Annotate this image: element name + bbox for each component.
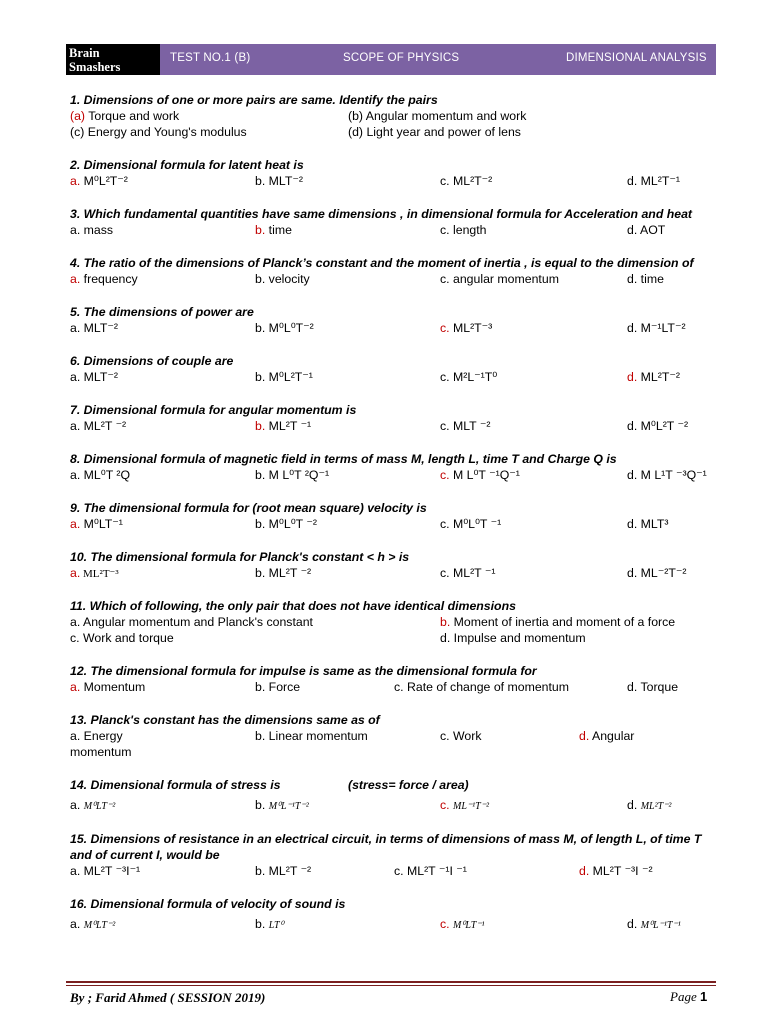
scope-title: SCOPE OF PHYSICS bbox=[343, 52, 460, 64]
option-a: a. mass bbox=[70, 223, 114, 238]
option-b: b. Moment of inertia and moment of a force bbox=[440, 615, 676, 630]
question-13 bbox=[70, 712, 710, 760]
option-b: b. ML²T ⁻² bbox=[255, 864, 312, 879]
option-c: c. Rate of change of momentum bbox=[394, 680, 569, 695]
option-b: b. Linear momentum bbox=[255, 729, 368, 744]
option-c: c. ML²T⁻² bbox=[440, 174, 493, 189]
option-c: c. MLT ⁻² bbox=[440, 419, 491, 434]
question-text: 11. Which of following, the only pair that does not have identical dimensions bbox=[70, 599, 516, 613]
option-d: d. M⁻¹LT⁻² bbox=[627, 321, 686, 336]
page-number: 1 bbox=[699, 989, 708, 1004]
brand-line2: Smashers bbox=[69, 59, 121, 74]
question-text: 12. The dimensional formula for impulse is same as the dimensional formula for bbox=[70, 664, 537, 678]
footer-divider-thin bbox=[66, 985, 716, 986]
question-6 bbox=[70, 353, 710, 385]
option-a: a. ML⁰T ²Q bbox=[70, 468, 131, 483]
question-text: 6. Dimensions of couple are bbox=[70, 354, 234, 368]
question-14 bbox=[70, 777, 710, 819]
question-12 bbox=[70, 663, 710, 695]
option-d: d. M⁰L⁻¹T⁻¹ bbox=[627, 917, 681, 932]
question-text: 10. The dimensional formula for Planck's constant < h > is bbox=[70, 550, 410, 564]
option-d: d. ML²T⁻² bbox=[627, 798, 672, 812]
question-15 bbox=[70, 831, 710, 879]
page-label: Page bbox=[670, 989, 697, 1004]
question-8 bbox=[70, 451, 710, 483]
question-note: (stress= force / area) bbox=[348, 778, 469, 792]
question-2 bbox=[70, 157, 710, 189]
option-b: b. velocity bbox=[255, 272, 310, 287]
option-d: d. Torque bbox=[627, 680, 679, 695]
option-d: d. ML²T ⁻³I ⁻² bbox=[579, 864, 653, 879]
question-1 bbox=[70, 92, 710, 140]
question-text: 4. The ratio of the dimensions of Planck’s constant and the moment of inertia , is equal to the dimension of bbox=[70, 256, 694, 270]
option-d: (d) Light year and power of lens bbox=[348, 125, 521, 140]
option-c: c. length bbox=[440, 223, 487, 238]
option-c: c. angular momentum bbox=[440, 272, 559, 287]
option-b: b. M⁰L²T⁻¹ bbox=[255, 370, 313, 385]
question-text: 5. The dimensions of power are bbox=[70, 305, 254, 319]
option-d: d. ML²T⁻² bbox=[627, 370, 680, 385]
question-7 bbox=[70, 402, 710, 434]
option-b: b. ML²T ⁻² bbox=[255, 566, 312, 581]
option-b: b. LT⁰ bbox=[255, 917, 284, 932]
option-c: c. Work bbox=[440, 729, 482, 744]
option-b: b. time bbox=[255, 223, 292, 238]
question-text-line2: and of current I, would be bbox=[70, 848, 220, 863]
question-text: 15. Dimensions of resistance in an electrical circuit, in terms of dimensions of mass M, of length L, of time T bbox=[70, 832, 702, 846]
option-d: d. Angular bbox=[579, 729, 635, 744]
question-text: 2. Dimensional formula for latent heat is bbox=[70, 158, 304, 172]
question-text: 3. Which fundamental quantities have same dimensions , in dimensional formula for Acceleration and heat bbox=[70, 207, 693, 221]
option-d: d. Impulse and momentum bbox=[440, 631, 586, 646]
footer-page bbox=[670, 989, 707, 1005]
option-b: b. Force bbox=[255, 680, 301, 695]
option-c: c. Work and torque bbox=[70, 631, 174, 646]
topic-title: DIMENSIONAL ANALYSIS bbox=[566, 52, 707, 64]
option-d: d. M L¹T ⁻³Q⁻¹ bbox=[627, 468, 707, 483]
question-4 bbox=[70, 255, 710, 287]
question-5 bbox=[70, 304, 710, 336]
question-text: 7. Dimensional formula for angular momentum is bbox=[70, 403, 357, 417]
question-text: 9. The dimensional formula for (root mean square) velocity is bbox=[70, 501, 427, 515]
option-c: c. ML²T ⁻¹I ⁻¹ bbox=[394, 864, 467, 879]
option-d: d. MLT³ bbox=[627, 517, 669, 532]
option-d: d. ML⁻²T⁻² bbox=[627, 566, 687, 581]
option-c: c. M²L⁻¹T⁰ bbox=[440, 370, 498, 385]
option-c: c. M⁰LT⁻¹ bbox=[440, 917, 485, 932]
option-d: d. ML²T⁻¹ bbox=[627, 174, 680, 189]
question-9 bbox=[70, 500, 710, 532]
option-a: a. Momentum bbox=[70, 680, 146, 695]
option-b: b. M⁰L⁰T ⁻² bbox=[255, 517, 317, 532]
option-a: a. M⁰LT⁻¹ bbox=[70, 517, 123, 532]
footer-divider-thick bbox=[66, 981, 716, 983]
option-b: b. ML²T ⁻¹ bbox=[255, 419, 312, 434]
question-text: 13. Planck's constant has the dimensions same as of bbox=[70, 713, 380, 727]
option-a: (a) Torque and work bbox=[70, 109, 180, 124]
question-3 bbox=[70, 206, 710, 238]
option-wrap-text: momentum bbox=[70, 745, 132, 760]
option-a: a. Energy bbox=[70, 729, 123, 744]
option-a: a. M⁰LT⁻² bbox=[70, 798, 116, 812]
question-text: 8. Dimensional formula of magnetic field in terms of mass M, length L, time T and Charge Q is bbox=[70, 452, 617, 466]
option-a: a. MLT⁻² bbox=[70, 370, 118, 385]
option-a: a. MLT⁻² bbox=[70, 321, 118, 336]
footer-author: By ; Farid Ahmed ( SESSION 2019) bbox=[70, 990, 266, 1005]
option-b: b. M L⁰T ²Q⁻¹ bbox=[255, 468, 330, 483]
option-a: a. M⁰LT⁻² bbox=[70, 917, 116, 932]
option-c: c. M L⁰T ⁻¹Q⁻¹ bbox=[440, 468, 520, 483]
option-a: a. ML²T ⁻² bbox=[70, 419, 127, 434]
question-11 bbox=[70, 598, 710, 646]
brand-logo bbox=[66, 44, 160, 75]
option-a: a. Angular momentum and Planck's constant bbox=[70, 615, 313, 630]
question-text: 16. Dimensional formula of velocity of sound is bbox=[70, 897, 346, 911]
option-a: a. ML²T ⁻³I⁻¹ bbox=[70, 864, 141, 879]
option-d: d. time bbox=[627, 272, 664, 287]
question-text: 14. Dimensional formula of stress is bbox=[70, 778, 281, 792]
option-d: d. M⁰L²T ⁻² bbox=[627, 419, 689, 434]
option-a: a. ML²T⁻³ bbox=[70, 566, 119, 581]
option-a: a. M⁰L²T⁻² bbox=[70, 174, 128, 189]
question-16 bbox=[70, 896, 710, 938]
option-c: c. ML²T⁻³ bbox=[440, 321, 493, 336]
option-b: b. M⁰L⁻¹T⁻² bbox=[255, 798, 309, 812]
option-a: a. frequency bbox=[70, 272, 138, 287]
option-d: d. AOT bbox=[627, 223, 666, 238]
brand-line1: Brain bbox=[69, 45, 100, 60]
option-c: c. M⁰L⁰T ⁻¹ bbox=[440, 517, 502, 532]
option-c: c. ML⁻¹T⁻² bbox=[440, 798, 490, 812]
option-b: b. MLT⁻² bbox=[255, 174, 303, 189]
question-10 bbox=[70, 549, 710, 581]
option-b: (b) Angular momentum and work bbox=[348, 109, 527, 124]
header-bar bbox=[66, 44, 716, 75]
question-text: 1. Dimensions of one or more pairs are same. Identify the pairs bbox=[70, 93, 438, 107]
test-number: TEST NO.1 (B) bbox=[170, 52, 251, 64]
option-c: c. ML²T ⁻¹ bbox=[440, 566, 496, 581]
option-b: b. M⁰L⁰T⁻² bbox=[255, 321, 314, 336]
option-c: (c) Energy and Young's modulus bbox=[70, 125, 247, 140]
